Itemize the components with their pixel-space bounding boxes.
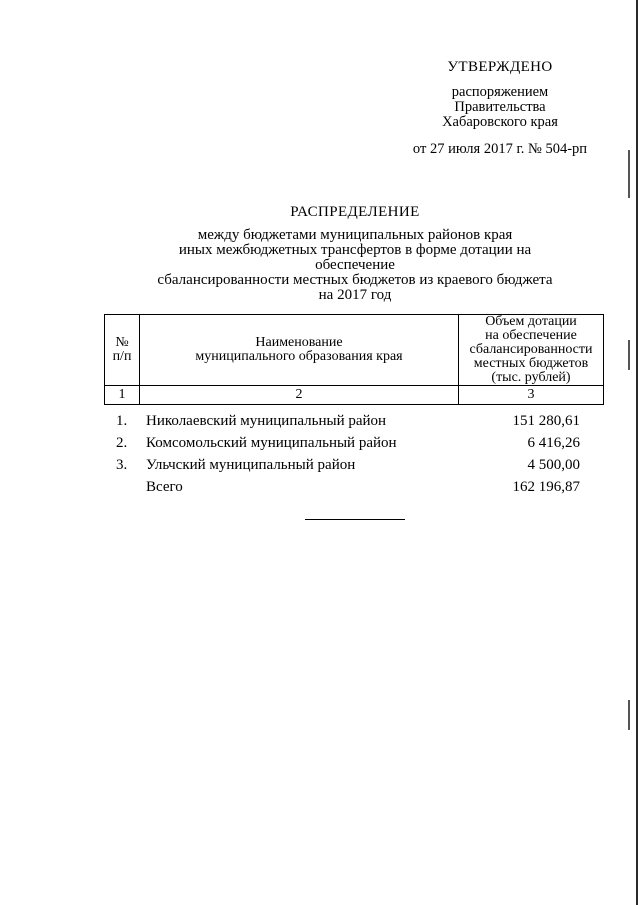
- scan-edge-mark: [628, 340, 630, 370]
- row-number: 1.: [116, 413, 128, 429]
- approval-line: распоряжением: [451, 84, 549, 100]
- scan-edge-mark: [628, 150, 630, 198]
- closing-rule: [305, 519, 405, 520]
- header-amount: Объем дотации на обеспечение сбалансированности местных бюджетов (тыс. рублей): [459, 315, 604, 386]
- document-subtitle-line: иных межбюджетных трансфертов в форме дотации на обеспечение: [178, 242, 532, 273]
- row-name: Комсомольский муниципальный район: [146, 435, 397, 451]
- approval-line: Хабаровского края: [442, 114, 558, 130]
- table-row: [110, 454, 610, 476]
- column-number: 2: [140, 386, 459, 405]
- table-row: [110, 432, 610, 454]
- column-number: 3: [459, 386, 604, 405]
- document-heading: РАСПРЕДЕЛЕНИЕ: [290, 204, 420, 220]
- document-title: [150, 205, 560, 303]
- total-row: [110, 476, 610, 498]
- approval-line: Правительства: [454, 99, 546, 115]
- total-label: Всего: [146, 479, 183, 495]
- row-value: 4 500,00: [527, 457, 580, 473]
- table-row: [110, 410, 610, 432]
- approval-title: УТВЕРЖДЕНО: [447, 59, 553, 75]
- column-number: 1: [105, 386, 140, 405]
- scan-edge-mark: [628, 700, 630, 730]
- header-name: Наименование муниципального образования края: [140, 315, 459, 386]
- row-number: 3.: [116, 457, 128, 473]
- distribution-table-header: [104, 314, 604, 405]
- document-subtitle-line: на 2017 год: [318, 287, 392, 303]
- row-name: Ульчский муниципальный район: [146, 457, 356, 473]
- row-number: 2.: [116, 435, 128, 451]
- document-subtitle-line: сбалансированности местных бюджетов из краевого бюджета: [157, 272, 553, 288]
- header-number: № п/п: [105, 315, 140, 386]
- row-name: Николаевский муниципальный район: [146, 413, 387, 429]
- total-value: 162 196,87: [512, 479, 580, 495]
- row-value: 151 280,61: [512, 413, 580, 429]
- approval-date: от 27 июля 2017 г. № 504-рп: [412, 141, 588, 157]
- distribution-rows: [110, 410, 610, 498]
- row-value: 6 416,26: [527, 435, 580, 451]
- document-subtitle-line: между бюджетами муниципальных районов края: [197, 227, 513, 243]
- approval-block: [395, 60, 605, 157]
